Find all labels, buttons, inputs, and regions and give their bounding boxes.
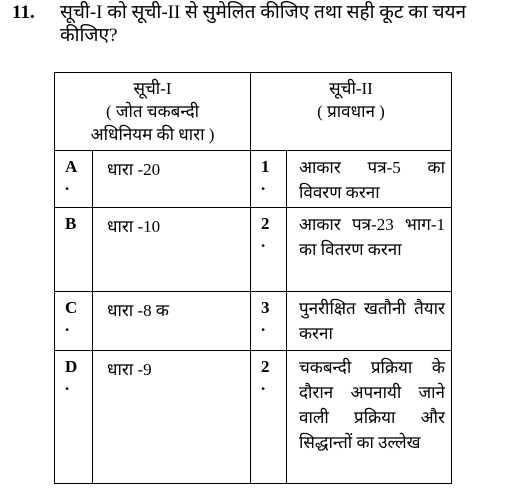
- table-row: [55, 292, 452, 351]
- table-row: [55, 151, 452, 208]
- list1-title: सूची-I: [133, 79, 172, 98]
- row-letter: B: [55, 208, 93, 292]
- row-section: धारा -10: [93, 208, 251, 292]
- table-row: [55, 351, 452, 484]
- row-letter: C .: [55, 292, 93, 351]
- match-table: [54, 72, 452, 484]
- row-number: 3 .: [251, 292, 287, 351]
- row-provision: आकार पत्र-23 भाग-1 का वितरण करना: [287, 208, 452, 292]
- row-provision: पुनरीक्षित खतौनी तैयार करना: [287, 292, 452, 351]
- row-provision: चकबन्दी प्रक्रिया के दौरान अपनायी जाने वाली प्रक्रिया और सिद्धान्तों का उल्लेख: [287, 351, 452, 484]
- row-number: 2 .: [251, 351, 287, 484]
- list2-subtitle: ( प्रावधान ): [317, 102, 385, 121]
- list1-header: [55, 73, 251, 151]
- row-section: धारा -9: [93, 351, 251, 484]
- table-row: [55, 208, 452, 292]
- row-provision: आकार पत्र-5 का विवरण करना: [287, 151, 452, 208]
- header-row: [55, 73, 452, 151]
- list2-header: [251, 73, 452, 151]
- row-number: 1 .: [251, 151, 287, 208]
- row-letter: A .: [55, 151, 93, 208]
- list1-subtitle: ( जोत चकबन्दी अधिनियम की धारा ): [90, 102, 215, 144]
- list2-title: सूची-II: [329, 79, 373, 98]
- row-section: धारा -20: [93, 151, 251, 208]
- row-section: धारा -8 क: [93, 292, 251, 351]
- question-number: 11.: [12, 2, 35, 23]
- row-number: 2 .: [251, 208, 287, 292]
- question-text: सूची-I को सूची-II से सुमेलित कीजिए तथा सही कूट का चयन कीजिए?: [60, 2, 467, 46]
- row-letter: D .: [55, 351, 93, 484]
